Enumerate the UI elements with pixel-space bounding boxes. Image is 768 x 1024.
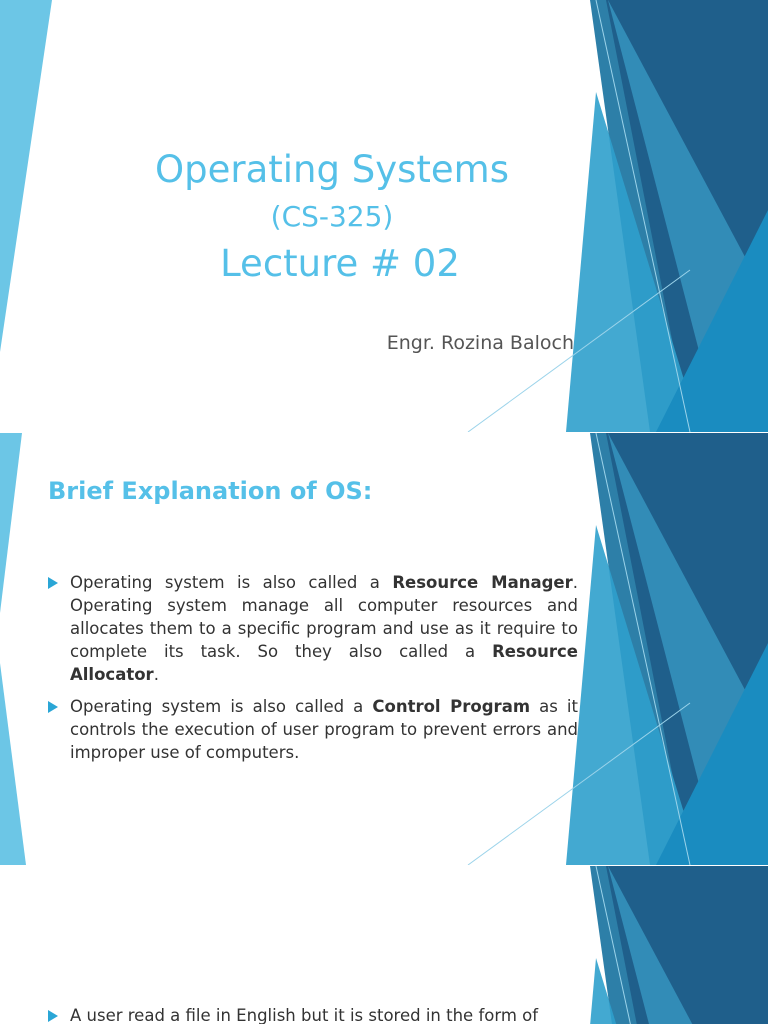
bullet-text: . [153, 665, 159, 684]
bullet-text: as it controls the execution of user program to prevent errors and improper use of computers. [70, 697, 578, 762]
title-slide [0, 0, 768, 432]
left-accent-shape-lower [0, 663, 26, 865]
bullet-arrow-icon [48, 701, 58, 713]
bullet-emphasis: Control Program [372, 697, 531, 716]
bullet-arrow-icon [48, 577, 58, 589]
partial-slide [0, 866, 768, 1024]
bullet-item [48, 695, 578, 764]
author-name: Engr. Rozina Baloch [386, 332, 574, 354]
lecture-number: Lecture # 02 [220, 242, 460, 285]
bullet-text: Operating system is also called a [70, 573, 393, 592]
bullet-emphasis: Resource Allocator [70, 642, 578, 684]
bullet-text: Operating system is also called a [70, 697, 373, 716]
bullet-emphasis: Resource Manager [392, 573, 573, 592]
slide-heading: Brief Explanation of OS: [48, 477, 373, 505]
course-code: (CS-325) [270, 200, 394, 233]
bullet-text: A user read a file in English but it is stored in the form of [70, 1006, 539, 1024]
bullet-item [48, 571, 578, 686]
bullet-text: . Operating system manage all computer resources and allocates them to a specific program and use as it require to complete its task. So they also called a [70, 573, 578, 661]
bullet-list [48, 571, 578, 773]
content-slide [0, 433, 768, 865]
bullet-list [48, 1004, 578, 1024]
slide-title: Operating Systems [155, 148, 509, 191]
bullet-item [48, 1004, 578, 1024]
partial-slide-decoration [0, 866, 768, 1024]
bullet-arrow-icon [48, 1010, 58, 1022]
left-accent-shape [0, 433, 22, 613]
